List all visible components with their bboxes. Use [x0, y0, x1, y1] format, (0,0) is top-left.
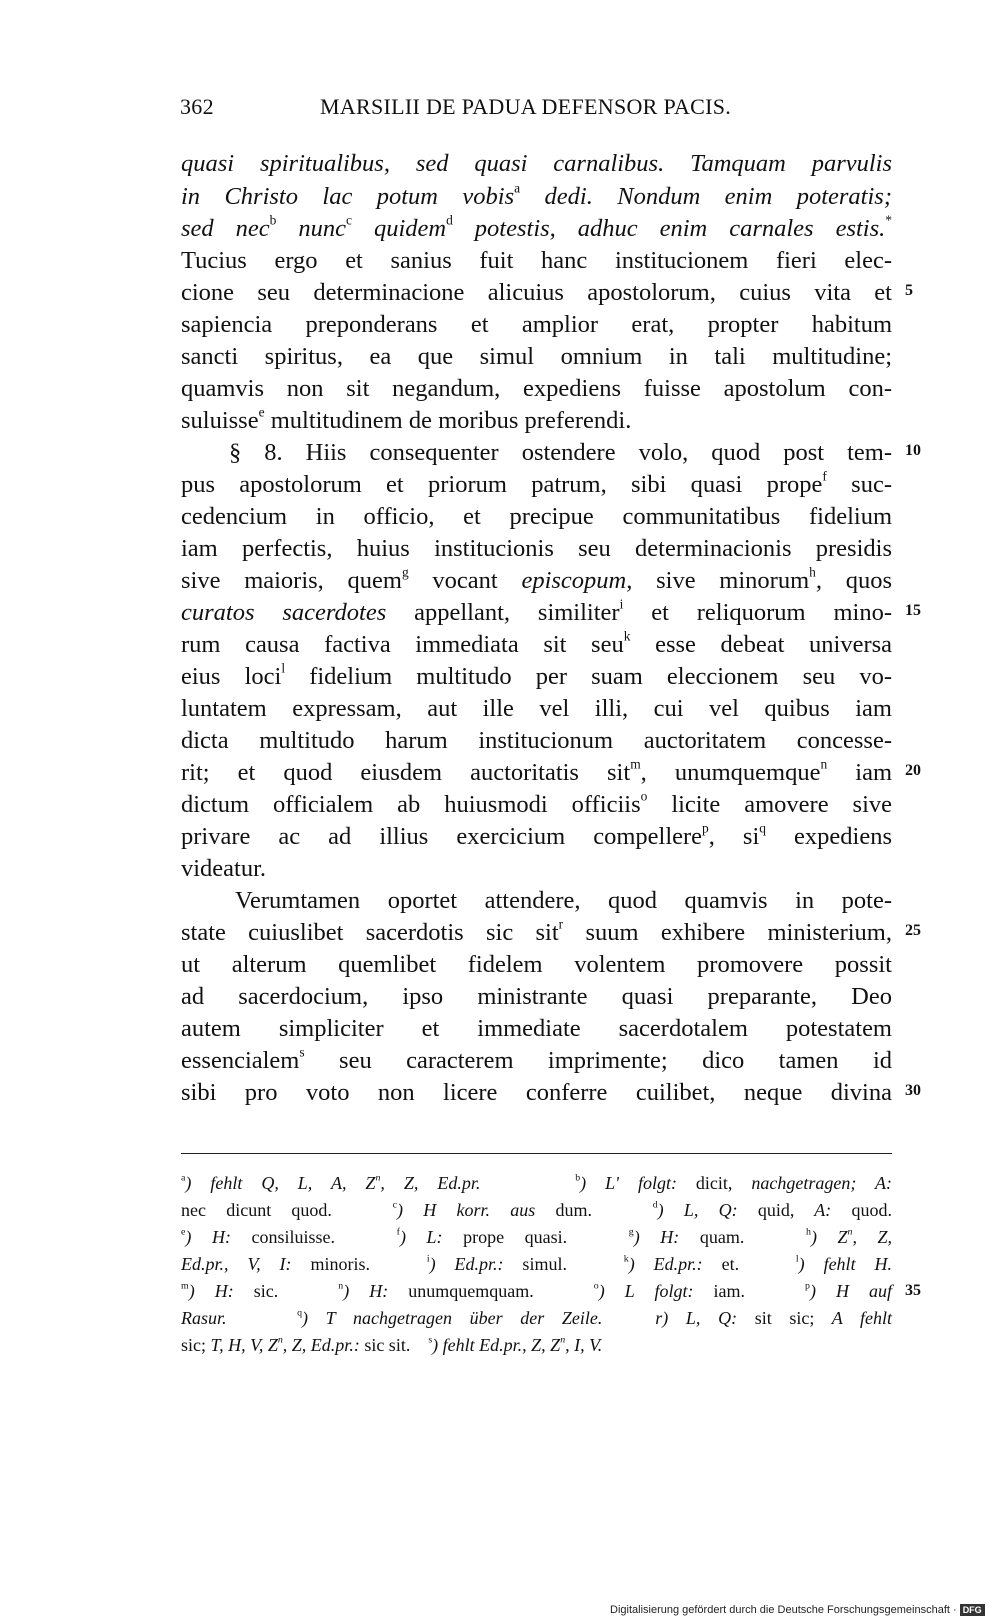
footnote-line: sic; T, H, V, $Z^n$, Z, Ed.pr.: sic sit. $^s$) fehlt Ed.pr., Z, $Z^n$, I, V.	[181, 1334, 603, 1355]
text-line: Verumtamen oportet attendere, quod quamvis in pote-	[235, 887, 892, 914]
text-line: pus apostolorum et priorum patrum, sibi quasi prope$^f$ suc-	[181, 468, 892, 498]
footnote-line: $^a$) fehlt Q, L, A, $Z^n$, Z, Ed.pr. $^b$) L' folgt: dicit, nachgetragen; A:	[181, 1172, 892, 1193]
line-number: 15	[905, 602, 921, 619]
footnote-line: nec dicunt quod. $^c$) H korr. aus dum. $^d$) L, Q: quid, A: quod.	[181, 1199, 892, 1220]
line-number: 30	[905, 1082, 921, 1099]
superscript: s	[428, 1334, 433, 1346]
superscript: f	[396, 1226, 400, 1238]
line-number: 20	[905, 762, 921, 779]
note-marker: p	[702, 820, 709, 836]
text-line: iam perfectis, huius institucionis seu determinacionis presidis	[181, 535, 892, 562]
note-marker: l	[281, 660, 286, 676]
text-line: rum causa factiva immediata sit seu$^k$ esse debeat universa	[181, 628, 893, 658]
text-line: videatur.	[181, 855, 267, 882]
superscript: b	[575, 1172, 581, 1184]
superscript: n	[277, 1334, 283, 1346]
text-line: luntatem expressam, aut ille vel illi, cui vel quibus iam	[181, 695, 892, 722]
superscript: k	[623, 1253, 629, 1265]
footnote-line: $^e$) H: consiluisse. $^f$) L: prope quasi. $^g$) H: quam. $^h$) $Z^n$, Z,	[181, 1226, 893, 1247]
text-line: privare ac ad illius exercicium compellere$^p$, $si^q$ expediens	[181, 820, 893, 850]
superscript: c	[392, 1199, 398, 1211]
text-line: cedencium in officio, et precipue communitatibus fidelium	[181, 503, 892, 530]
note-marker: r	[558, 916, 564, 932]
page-number: 362	[180, 94, 214, 119]
text-line: sapiencia preponderans et amplior erat, propter habitum	[181, 311, 892, 338]
note-marker: q	[759, 820, 767, 836]
note-marker: e	[258, 404, 265, 420]
text-line: in Christo lac potum vobis$^a$ dedi. Nondum enim poteratis;	[181, 180, 892, 210]
superscript: q	[297, 1307, 303, 1319]
text-line: sive maioris, quem$^g$ vocant episcopum, sive minorum$^h$, quos	[181, 564, 893, 594]
note-marker: b	[269, 212, 277, 228]
note-marker: g	[401, 564, 409, 580]
text-line: curatos sacerdotes appellant, similiter$^i$ et reliquorum mino-	[181, 596, 893, 626]
text-line: quamvis non sit negandum, expediens fuisse apostolum con-	[181, 375, 892, 402]
text-line: suluisse$^e$ multitudinem de moribus preferendi.	[181, 404, 632, 434]
text-line: essencialem$^s$ seu caracterem imprimente; dico tamen id	[181, 1044, 892, 1074]
text-line: cione seu determinacione alicuius apostolorum, cuius vita et	[181, 279, 892, 306]
text-line: rit; et quod eiusdem auctoritatis sit$^m$, unumquemque$^n$ iam	[181, 756, 892, 786]
text-line: ad sacerdocium, ipso ministrante quasi preparante, Deo	[181, 983, 892, 1010]
superscript: p	[805, 1280, 810, 1292]
line-number: 25	[905, 922, 921, 939]
text-line: dicta multitudo harum institucionum auctoritatem concesse-	[181, 727, 892, 754]
superscript: n	[560, 1334, 566, 1346]
text-line: state cuiuslibet sacerdotis sic sit$^r$ suum exhibere ministerium,	[181, 916, 892, 946]
asterisk: *	[885, 212, 892, 228]
superscript: n	[338, 1280, 344, 1292]
footnote-line: Ed.pr., V, I: minoris. $^i$) Ed.pr.: simul. $^k$) Ed.pr.: et. $^l$) fehlt H.	[181, 1253, 892, 1274]
superscript: o	[593, 1280, 599, 1292]
running-title: MARSILII DE PADUA DEFENSOR PACIS.	[320, 94, 732, 119]
dfg-logo: DFG	[960, 1604, 985, 1616]
note-marker: s	[299, 1044, 305, 1060]
note-marker: f	[822, 468, 827, 484]
line-number: 10	[905, 442, 921, 459]
superscript: n	[847, 1226, 853, 1238]
note-marker: i	[619, 596, 624, 612]
note-marker: m	[630, 756, 641, 772]
note-marker: d	[446, 212, 453, 228]
footnote-divider	[181, 1153, 892, 1154]
text-line: § 8. Hiis consequenter ostendere volo, quod post tem-	[229, 439, 892, 466]
note-marker: o	[640, 788, 648, 804]
superscript: i	[426, 1253, 430, 1265]
text-line: sed nec$^b$ nunc$^c$ quidem$^d$ potestis, adhuc enim carnales estis.*	[181, 212, 892, 242]
superscript: a	[181, 1172, 186, 1184]
superscript: n	[375, 1172, 381, 1184]
superscript: l	[795, 1253, 799, 1265]
superscript: e	[181, 1226, 186, 1238]
superscript: m	[181, 1280, 189, 1292]
text-line: dictum officialem ab huiusmodi officiis$^o$ licite amovere sive	[181, 788, 892, 818]
text-line: sibi pro voto non licere conferre cuilibet, neque divina	[181, 1079, 892, 1106]
line-number: 35	[905, 1282, 921, 1299]
text-line: autem simpliciter et immediate sacerdotalem potestatem	[181, 1015, 892, 1042]
text-line: sancti spiritus, ea que simul omnium in tali multitudine;	[181, 343, 892, 370]
text-line: eius loci$^l$ fidelium multitudo per suam eleccionem seu vo-	[181, 660, 892, 690]
superscript: g	[628, 1226, 634, 1238]
line-number: 5	[905, 282, 913, 299]
note-marker: a	[514, 180, 521, 196]
superscript: d	[652, 1199, 658, 1211]
note-marker: c	[345, 212, 352, 228]
page-header	[180, 94, 890, 130]
note-marker: k	[623, 628, 631, 644]
footnote-line: Rasur. $^q$) T nachgetragen über der Zeile. r) L, Q: sit sic; A fehlt	[181, 1307, 892, 1328]
text-line: quasi spiritualibus, sed quasi carnalibus. Tamquam parvulis	[181, 150, 892, 177]
footnote-line: $^m$) H: sic. $^n$) H: unumquemquam. $^o$) L folgt: iam. $^p$) H auf	[181, 1280, 892, 1301]
digitization-credit: Digitalisierung gefördert durch die Deutsche Forschungsgemeinschaft · DFG	[610, 1604, 985, 1620]
text-line: Tucius ergo et sanius fuit hanc institucionem fieri elec-	[181, 247, 892, 274]
superscript: h	[806, 1226, 811, 1238]
note-marker: n	[820, 756, 828, 772]
note-marker: h	[809, 564, 816, 580]
text-line: ut alterum quemlibet fidelem volentem promovere possit	[181, 951, 892, 978]
